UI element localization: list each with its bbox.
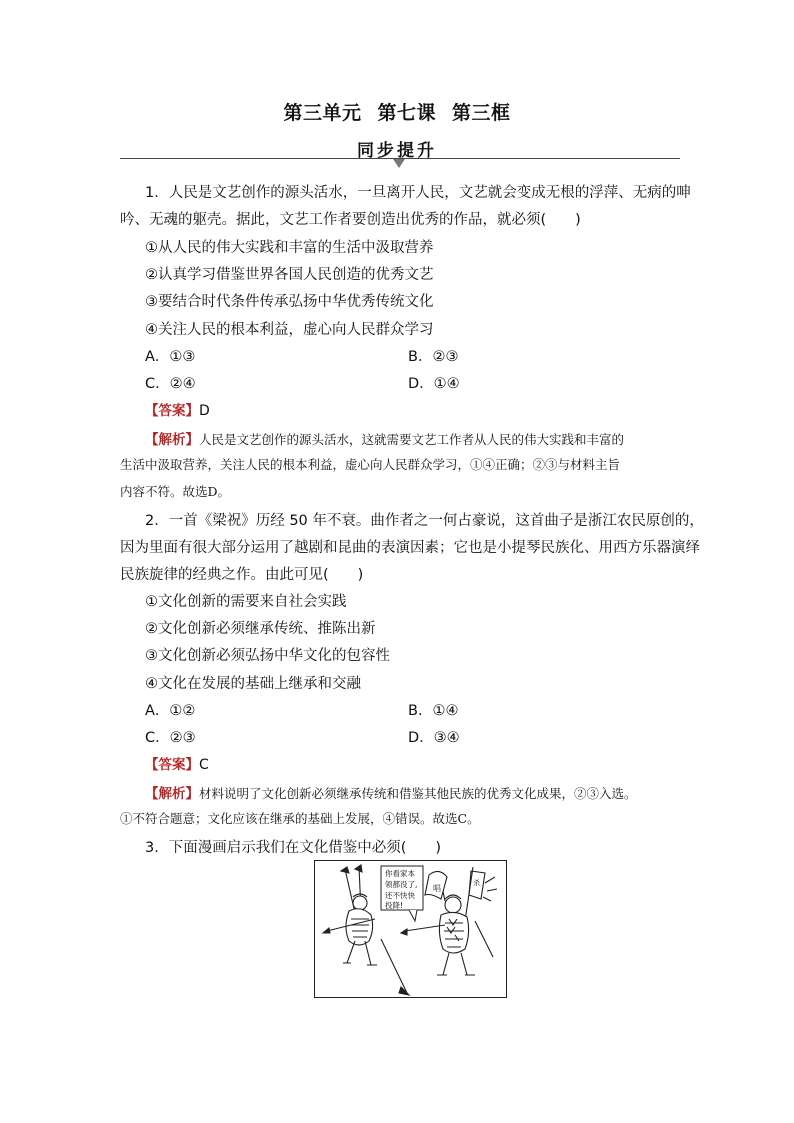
q2-stem-line3: 民族旋律的经典之作。由此可见( ) (120, 567, 364, 583)
q1-item-1: ①从人民的伟大实践和丰富的生活中汲取营养 (145, 240, 434, 256)
q2-option-c: C．②③ (145, 730, 196, 746)
q1-option-d: D．①④ (408, 376, 460, 392)
title-part-lesson: 第七课 (377, 102, 436, 124)
q2-stem-line2: 因为里面有很大部分运用了越剧和昆曲的表演因素；它也是小提琴民族化、用西方乐器演绎 (120, 540, 700, 556)
q1-analysis-line2: 生活中汲取营养，关注人民的根本利益，虚心向人民群众学习，①④正确；②③与材料主旨 (120, 457, 621, 472)
comic-bubble-line1: 你看家本 (385, 869, 415, 878)
q2-answer-tag: 【答案】 (145, 757, 199, 773)
q2-item-2: ②文化创新必须继承传统、推陈出新 (145, 621, 376, 637)
q1-item-2: ②认真学习借鉴世界各国人民创造的优秀文艺 (145, 267, 434, 283)
q1-answer-value: D (199, 403, 210, 419)
title-part-unit: 第三单元 (283, 102, 362, 124)
q2-item-4: ④文化在发展的基础上继承和交融 (145, 676, 361, 692)
page-title (0, 98, 794, 125)
comic-flag-left-char: 唱 (433, 884, 441, 893)
comic-flag-right-char: 杀 (473, 879, 480, 887)
q1-stem-line1: 1．人民是文艺创作的源头活水，一旦离开人民，文艺就会变成无根的浮萍、无病的呻 (145, 185, 691, 201)
q2-analysis-tag: 【解析】 (145, 786, 199, 802)
header-rule-marker (393, 159, 405, 168)
q1-answer-tag: 【答案】 (145, 403, 199, 419)
q2-answer-value: C (199, 757, 209, 773)
q1-analysis-text1: 人民是文艺创作的源头活水，这就需要文艺工作者从人民的伟大实践和丰富的 (199, 432, 625, 447)
q1-item-4: ④关注人民的根本利益，虚心向人民群众学习 (145, 322, 434, 338)
page-subtitle: 同步提升 (357, 141, 437, 161)
q2-answer (145, 753, 705, 773)
q3-stem-line1: 3．下面漫画启示我们在文化借鉴中必须( ) (145, 840, 442, 856)
q2-item-3: ③文化创新必须弘扬中华文化的包容性 (145, 648, 390, 664)
q1-option-b: B．②③ (408, 349, 459, 365)
comic-bubble-line3: 还不快快 (385, 891, 415, 900)
q1-analysis-tag: 【解析】 (145, 432, 199, 448)
q1-item-3: ③要结合时代条件传承弘扬中华优秀传统文化 (145, 294, 434, 310)
comic-illustration (314, 860, 507, 998)
q1-analysis-line3: 内容不符。故选D。 (120, 484, 231, 499)
q2-option-d: D．③④ (408, 730, 460, 746)
q2-stem-line1: 2．一首《梁祝》历经 50 年不衰。曲作者之一何占豪说，这首曲子是浙江农民原创的， (145, 513, 704, 529)
q1-stem-line2: 吟、无魂的躯壳。据此，文艺工作者要创造出优秀的作品，就必须( ) (120, 212, 581, 228)
q1-answer (145, 399, 705, 419)
q2-analysis-text1: 材料说明了文化创新必须继承传统和借鉴其他民族的优秀文化成果，②③入选。 (199, 786, 637, 801)
q1-option-a: A．①③ (145, 349, 196, 365)
q2-option-a: A．①② (145, 703, 196, 719)
q1-analysis-line1 (145, 428, 705, 448)
q1-option-c: C．②④ (145, 376, 196, 392)
q2-item-1: ①文化创新的需要来自社会实践 (145, 594, 347, 610)
comic-bubble-line4: 投降! (385, 901, 404, 910)
q2-option-b: B．①④ (408, 703, 459, 719)
comic-drawing (315, 861, 506, 997)
q2-analysis-line2: ①不符合题意；文化应该在继承的基础上发展，④错误。故选C。 (120, 811, 480, 826)
q2-analysis-line1 (145, 782, 705, 802)
title-part-frame: 第三框 (452, 102, 511, 124)
comic-bubble-line2: 领都没了, (385, 880, 418, 889)
